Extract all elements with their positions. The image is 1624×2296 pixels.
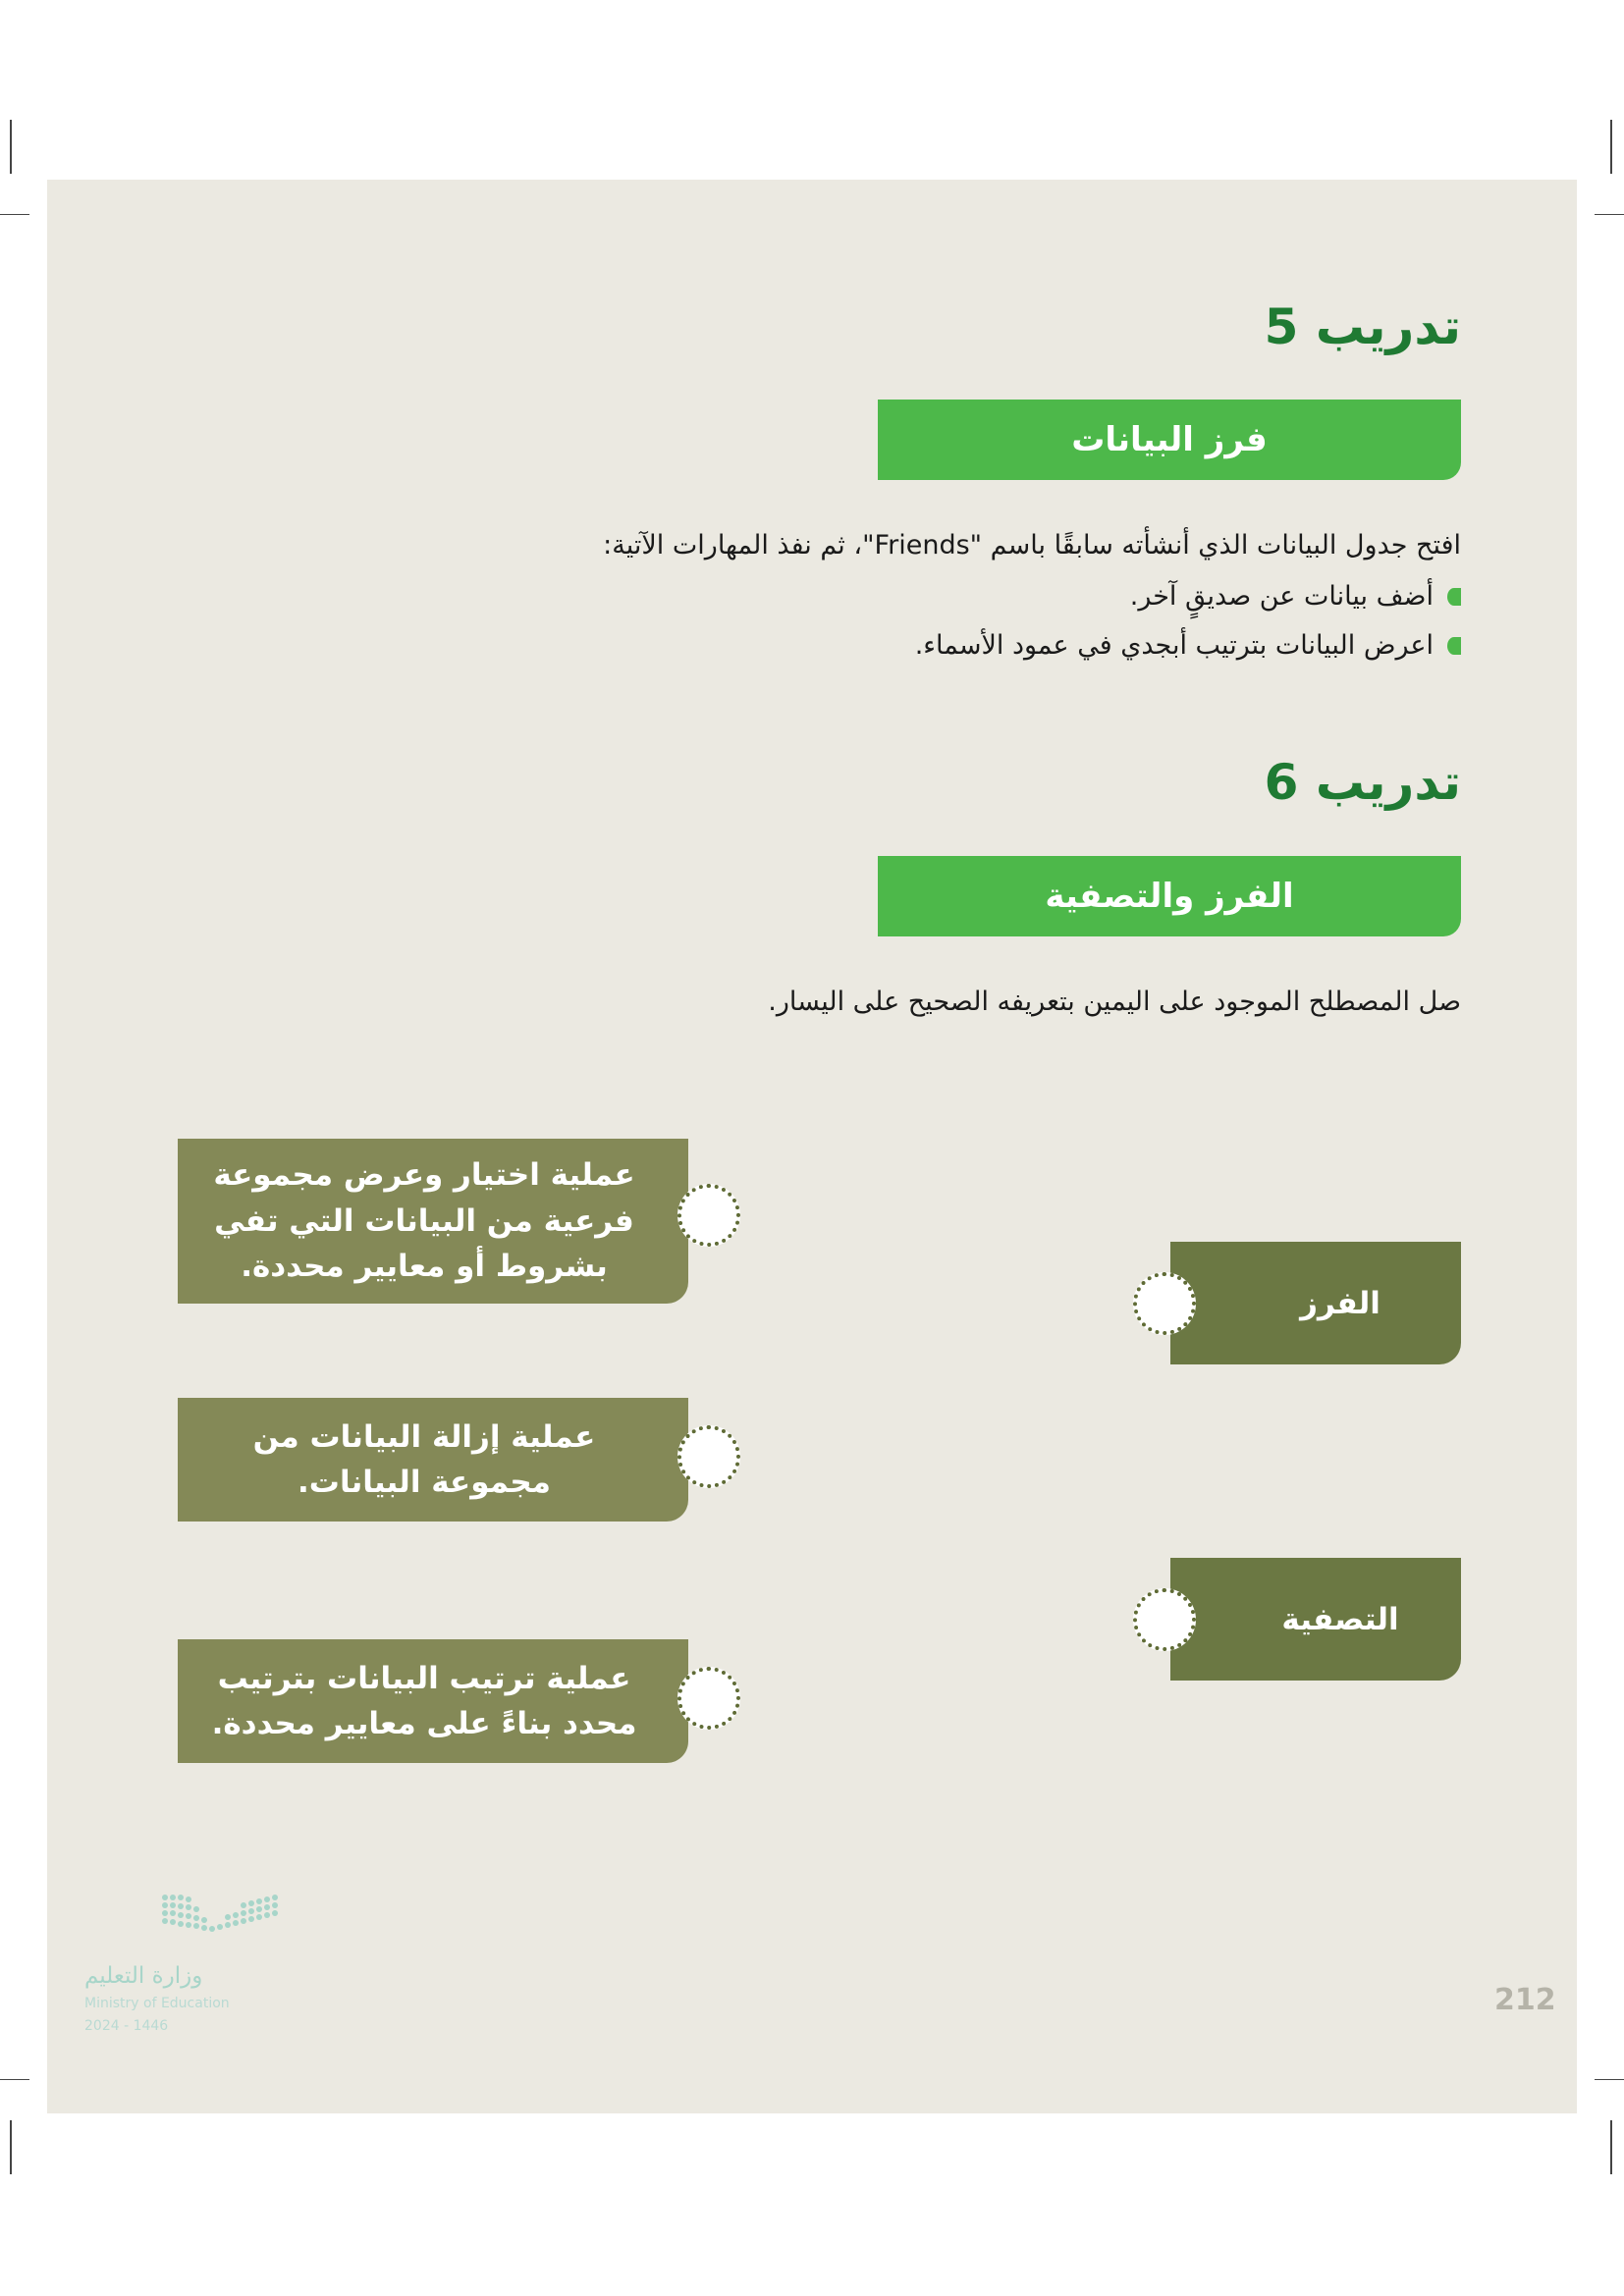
bullet-text: أضف بيانات عن صديقٍ آخر.: [1129, 581, 1434, 612]
connector-dot[interactable]: [677, 1425, 740, 1488]
connector-dot[interactable]: [1133, 1588, 1196, 1651]
ministry-logo-icon: [84, 1890, 320, 1949]
ministry-name-english: Ministry of Education: [84, 1996, 230, 2011]
connector-dot[interactable]: [677, 1667, 740, 1730]
exercise-5-banner: فرز البيانات: [878, 400, 1461, 480]
crop-mark: [1595, 2079, 1624, 2080]
bullet-item: [915, 630, 1461, 661]
ministry-name-arabic: وزارة التعليم: [84, 1963, 203, 1989]
term-box-sorting: [1170, 1242, 1461, 1364]
ministry-logo: [84, 1890, 320, 2047]
connector-dot[interactable]: [1133, 1272, 1196, 1335]
page-number: 212: [1494, 1983, 1556, 2017]
definition-box: [178, 1398, 688, 1522]
bullet-icon: [1447, 637, 1461, 655]
bullet-icon: [1447, 588, 1461, 606]
bullet-item: [1130, 581, 1461, 612]
definition-box: [178, 1639, 688, 1763]
crop-mark: [1610, 120, 1612, 174]
exercise-6-instruction: صل المصطلح الموجود على اليمين بتعريفه الصحيح على اليسار.: [768, 987, 1461, 1017]
crop-mark: [10, 120, 12, 174]
term-text: الفرز: [1300, 1285, 1380, 1321]
crop-mark: [0, 2079, 29, 2080]
exercise-6-title: تدريب 6: [1264, 754, 1461, 811]
connector-dot[interactable]: [677, 1184, 740, 1247]
definition-text: عملية إزالة البيانات من مجموعة البيانات.: [252, 1418, 596, 1500]
crop-mark: [1595, 214, 1624, 215]
term-box-filtering: [1170, 1558, 1461, 1681]
definition-text: عملية ترتيب البيانات بترتيب محدد بناءً على معايير محددة.: [211, 1660, 637, 1741]
bullet-text: اعرض البيانات بترتيب أبجدي في عمود الأسماء.: [914, 630, 1434, 661]
exercise-5-intro: افتح جدول البيانات الذي أنشأته سابقًا باسم "Friends"، ثم نفذ المهارات الآتية:: [603, 530, 1461, 561]
definition-box: [178, 1139, 688, 1304]
crop-mark: [0, 214, 29, 215]
crop-mark: [1610, 2120, 1612, 2174]
academic-year: 2024 - 1446: [84, 2018, 169, 2034]
crop-mark: [10, 2120, 12, 2174]
exercise-6-banner: الفرز والتصفية: [878, 856, 1461, 936]
term-text: التصفية: [1281, 1601, 1399, 1637]
definition-text: عملية اختيار وعرض مجموعة فرعية من البيانات التي تفي بشروط أو معايير محددة.: [213, 1157, 635, 1285]
exercise-5-title: تدريب 5: [1264, 298, 1461, 355]
